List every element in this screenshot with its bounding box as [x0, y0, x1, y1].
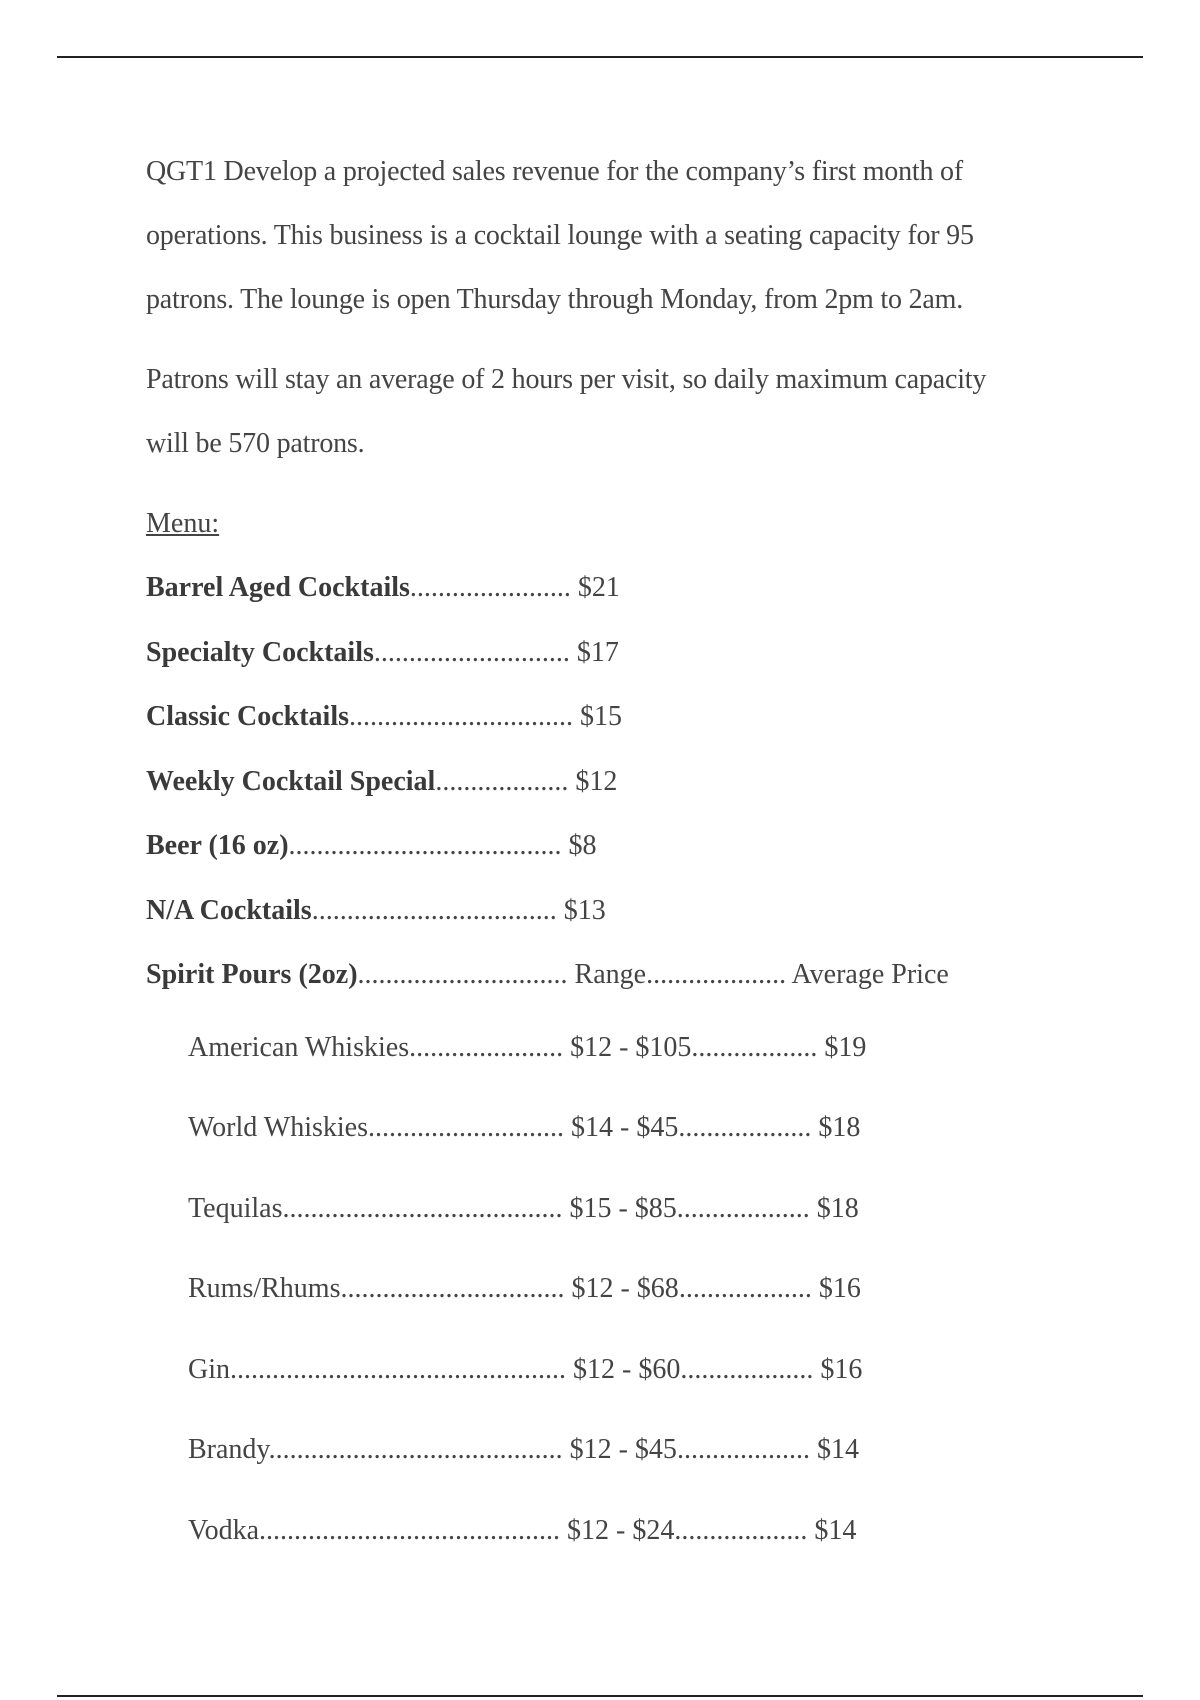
spirit-name: Tequilas: [188, 1192, 283, 1224]
dot-leader: ........................................: [282, 1192, 563, 1224]
menu-item-name: Classic Cocktails: [146, 701, 349, 732]
spirit-row-rums: [188, 1249, 1066, 1330]
spirit-range: $12 - $60: [566, 1353, 681, 1385]
menu-item-classic-cocktails: [146, 685, 1066, 750]
menu-item-price: $15: [573, 701, 622, 732]
dot-leader: ...................: [678, 1273, 812, 1304]
dot-leader: ..................: [691, 1031, 818, 1063]
menu-item-price: $17: [569, 636, 619, 668]
spirit-row-brandy: [188, 1410, 1066, 1491]
menu-item-name: Specialty Cocktails: [146, 636, 374, 668]
spirit-name: Gin: [188, 1353, 230, 1385]
menu-item-name: Weekly Cocktail Special: [146, 765, 436, 797]
menu-list: [146, 556, 1066, 1008]
spirit-name: Vodka: [188, 1514, 260, 1546]
dot-leader: ...........................................: [259, 1514, 561, 1546]
menu-item-name: N/A Cocktails: [146, 894, 312, 926]
spirit-range: $12 - $24: [560, 1514, 675, 1546]
spirit-range: $12 - $68: [564, 1273, 679, 1304]
spirit-range: $14 - $45: [564, 1112, 679, 1143]
menu-item-price: $8: [561, 830, 597, 861]
spirit-average: $18: [811, 1112, 861, 1143]
spirit-range: $15 - $85: [562, 1192, 677, 1224]
capacity-paragraph: [146, 348, 1066, 476]
dot-leader: ................................................: [230, 1353, 566, 1385]
menu-item-price: $13: [556, 894, 606, 926]
dot-leader: ................................: [349, 701, 573, 732]
document-body: [146, 140, 1066, 1571]
dot-leader: ................................: [340, 1273, 565, 1304]
spirit-name: Rums/Rhums: [188, 1273, 341, 1304]
spirit-range: $12 - $105: [563, 1031, 692, 1063]
menu-item-barrel-aged-cocktails: [146, 556, 1066, 621]
spirit-name: World Whiskies: [188, 1112, 368, 1143]
dot-leader: .......................: [409, 572, 571, 603]
menu-item-specialty-cocktails: [146, 621, 1066, 686]
menu-item-name: Spirit Pours (2oz): [146, 959, 358, 990]
spirit-average: $18: [809, 1192, 859, 1224]
menu-item-beer: [146, 814, 1066, 879]
menu-item-na-cocktails: [146, 879, 1066, 944]
intro-line-3: patrons. The lounge is open Thursday through Monday, from 2pm to 2am.: [146, 284, 964, 315]
spirit-name: American Whiskies: [188, 1031, 410, 1063]
menu-heading: Menu:: [146, 508, 220, 539]
dot-leader: ...................: [676, 1192, 810, 1224]
spirit-average: $14: [807, 1514, 857, 1546]
dot-leader: ..........................................: [268, 1434, 563, 1465]
dot-leader: ...................................: [311, 894, 557, 926]
dot-leader: ............................: [368, 1112, 564, 1143]
menu-item-name: Beer (16 oz): [146, 830, 289, 861]
capacity-line-1: Patrons will stay an average of 2 hours per visit, so daily maximum capacity: [146, 364, 987, 395]
dot-leader: ......................: [409, 1031, 564, 1063]
spirit-row-gin: [188, 1330, 1066, 1411]
spirit-name: Brandy: [188, 1434, 269, 1465]
dot-leader: ...................: [678, 1112, 812, 1143]
dot-leader: ...................: [680, 1353, 814, 1385]
spirit-columns-header: Range.................... Average Price: [567, 959, 949, 990]
spirit-range: $12 - $45: [562, 1434, 677, 1465]
dot-leader: ...................: [674, 1514, 808, 1546]
menu-item-weekly-cocktail-special: [146, 750, 1066, 815]
dot-leader: ..............................: [357, 959, 568, 990]
spirit-average: $16: [811, 1273, 861, 1304]
spirit-row-world-whiskies: [188, 1088, 1066, 1169]
menu-item-spirit-pours: [146, 943, 1066, 1008]
dot-leader: ...................: [435, 765, 569, 797]
capacity-line-2: will be 570 patrons.: [146, 428, 365, 459]
spirit-average: $14: [809, 1434, 859, 1465]
intro-line-2: operations. This business is a cocktail lounge with a seating capacity for 95: [146, 220, 974, 251]
menu-item-price: $12: [568, 765, 618, 797]
spirit-average: $19: [817, 1031, 867, 1063]
dot-leader: ............................: [373, 636, 570, 668]
dot-leader: .......................................: [288, 830, 562, 861]
menu-item-price: $21: [570, 572, 620, 603]
spirit-row-american-whiskies: [188, 1008, 1066, 1089]
intro-paragraph: [146, 140, 1066, 332]
menu-item-name: Barrel Aged Cocktails: [146, 572, 410, 603]
dot-leader: ...................: [676, 1434, 810, 1465]
spirit-average: $16: [813, 1353, 863, 1385]
top-rule: [57, 56, 1143, 58]
spirit-row-vodka: [188, 1491, 1066, 1572]
intro-line-1: QGT1 Develop a projected sales revenue for the company’s first month of: [146, 156, 963, 187]
bottom-rule: [57, 1695, 1143, 1697]
spirit-list: [146, 1008, 1066, 1572]
spirit-row-tequilas: [188, 1169, 1066, 1250]
